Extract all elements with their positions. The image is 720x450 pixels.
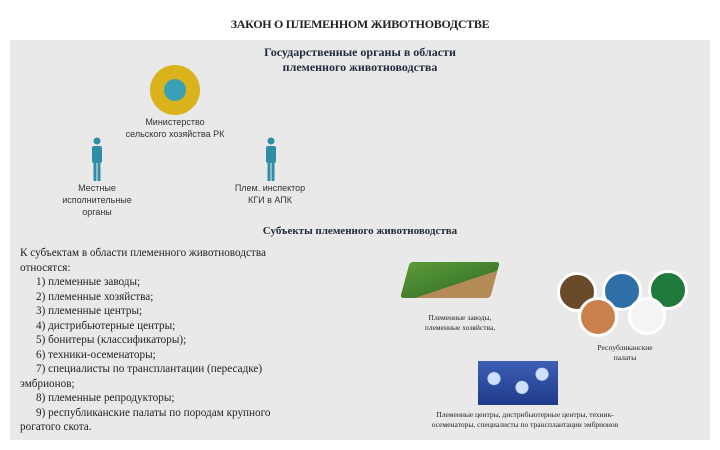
list-item: 2) племенные хозяйства; xyxy=(36,290,154,303)
centers-caption xyxy=(385,410,665,430)
caption-line: Республиканские xyxy=(597,343,653,352)
label-line: Местные xyxy=(78,183,116,193)
local-bodies-label xyxy=(47,182,147,218)
label-line: КГИ в АПК xyxy=(248,195,292,205)
inspector-label xyxy=(215,182,325,206)
subjects-list xyxy=(20,246,320,435)
chambers-caption xyxy=(570,343,680,363)
caption-line: Племенные центры, дистрибьютерные центры, техник- xyxy=(436,410,614,419)
caption-line: осеменаторы, специалисты по трансплантации эмбрионов xyxy=(431,420,619,429)
label-line: Министерство xyxy=(145,117,205,127)
heading-line: племенного животноводства xyxy=(282,60,438,74)
embryo-cells-image xyxy=(478,361,558,405)
page-title: ЗАКОН О ПЛЕМЕННОМ ЖИВОТНОВОДСТВЕ xyxy=(230,17,490,31)
person-icon xyxy=(264,137,278,181)
heading-line: Государственные органы в области xyxy=(264,45,456,59)
list-item: 6) техники-осеменаторы; xyxy=(36,348,156,361)
farms-caption xyxy=(400,313,520,333)
list-item: 9) республиканские палаты по породам крупного xyxy=(36,406,271,419)
list-intro: К субъектам в области племенного животноводства xyxy=(20,247,266,259)
subjects-heading: Субъекты племенного животноводства xyxy=(262,225,458,237)
list-item: 5) бонитеры (классификаторы); xyxy=(36,334,187,346)
state-emblem-icon xyxy=(150,65,200,115)
person-icon xyxy=(90,137,104,181)
farm-land-image xyxy=(400,262,500,298)
chamber-seal-icon xyxy=(628,297,666,335)
ministry-label xyxy=(105,116,245,140)
caption-line: племенные хозяйства, xyxy=(424,323,496,332)
list-item: 7) специалисты по трансплантации (пересадке) xyxy=(36,363,263,375)
caption-line: Племенные заводы, xyxy=(428,313,492,322)
caption-line: палаты xyxy=(613,353,637,362)
list-intro: относятся: xyxy=(20,261,71,274)
label-line: органы xyxy=(82,207,112,217)
list-item: 3) племенные центры; xyxy=(36,305,143,317)
label-line: сельского хозяйства РК xyxy=(125,129,225,139)
list-item: рогатого скота. xyxy=(20,421,92,433)
label-line: Плем. инспектор xyxy=(234,183,306,193)
list-item: эмбрионов; xyxy=(20,377,75,390)
list-item: 4) дистрибьютерные центры; xyxy=(36,319,176,332)
list-item: 1) племенные заводы; xyxy=(36,276,141,288)
chamber-seal-icon xyxy=(578,297,618,337)
state-bodies-heading xyxy=(200,45,520,75)
label-line: исполнительные xyxy=(62,195,132,205)
list-item: 8) племенные репродукторы; xyxy=(36,392,175,404)
